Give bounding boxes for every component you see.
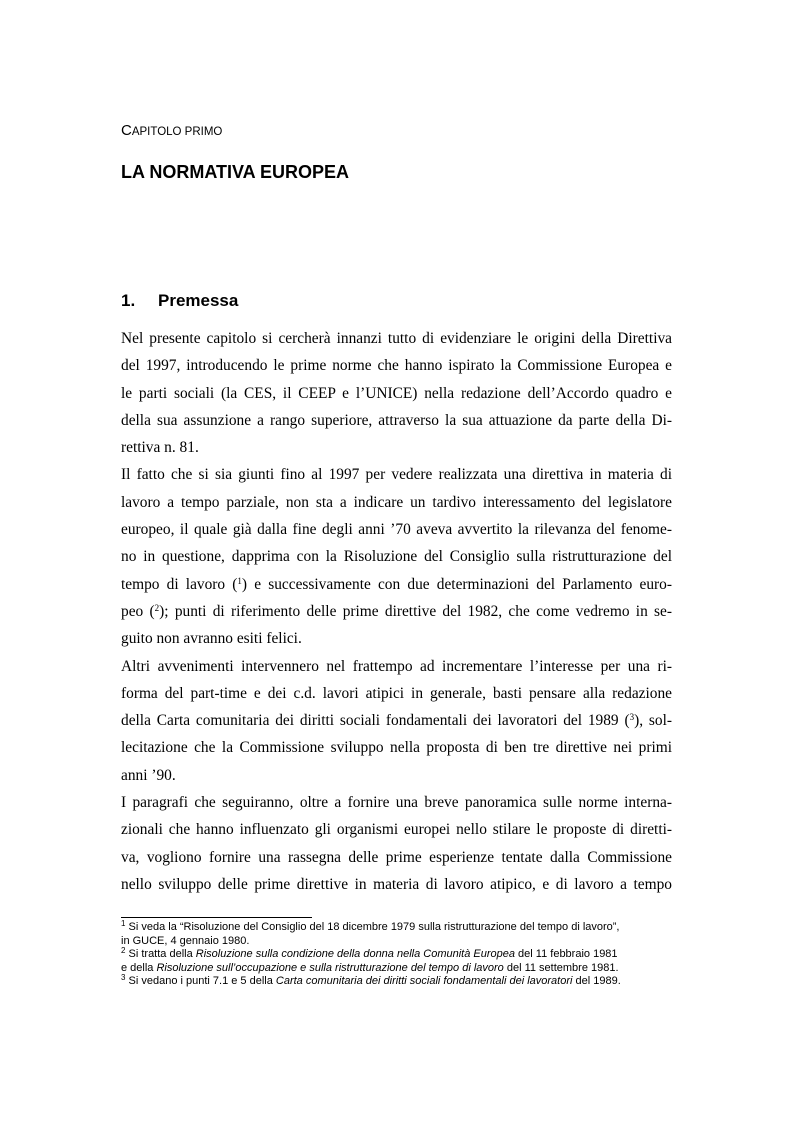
text-segment: ); punti di riferimento delle prime direttive del 1982, che come vedremo in se- xyxy=(159,602,672,620)
text-line: Nel presente capitolo si cercherà innanzi tutto di evidenziare le origini della Direttiva xyxy=(121,330,672,347)
section-number: 1. xyxy=(121,291,136,310)
footnote-text: del 1989. xyxy=(572,975,621,987)
text-line xyxy=(121,598,672,625)
chapter-label xyxy=(121,122,222,139)
section-heading xyxy=(121,291,238,311)
text-line: lecitazione che la Commissione sviluppo nella proposta di ben tre direttive nei primi xyxy=(121,739,672,757)
footnotes xyxy=(121,921,675,989)
section-title: Premessa xyxy=(158,291,239,310)
footnote-ref-1[interactable]: 1 xyxy=(237,575,242,586)
footnote-number: 2 xyxy=(121,946,126,955)
text-line: Altri avvenimenti intervennero nel frattempo ad incrementare l’interesse per una ri- xyxy=(121,657,672,675)
footnote-text: del 11 settembre 1981. xyxy=(503,961,619,974)
footnote-text: e della xyxy=(121,961,157,974)
text-line: va, vogliono fornire una rassegna delle prime esperienze tentate dalla Commissione xyxy=(121,848,672,866)
text-line: le parti sociali (la CES, il CEEP e l’UNICE) nella redazione dell’Accordo quadro e xyxy=(121,384,672,402)
chapter-label-initial: C xyxy=(121,122,132,139)
text-line: guito non avranno esiti felici. xyxy=(121,630,302,648)
text-line: del 1997, introducendo le prime norme che hanno ispirato la Commissione Europea e xyxy=(121,357,672,375)
text-line: no in questione, dapprima con la Risoluzione del Consiglio sulla ristrutturazione del xyxy=(121,548,672,566)
text-segment: ), sol- xyxy=(634,712,672,730)
text-line: forma del part-time e dei c.d. lavori atipici in generale, basti pensare alla redazione xyxy=(121,684,672,702)
footnote-number: 1 xyxy=(121,919,126,928)
text-line: rettiva n. 81. xyxy=(121,439,199,457)
footnote-1 xyxy=(121,921,675,935)
text-segment: tempo di lavoro ( xyxy=(121,575,238,593)
footnote-2-cont xyxy=(121,962,675,976)
text-line: Il fatto che si sia giunti fino al 1997 per vedere realizzata una direttiva in materia di xyxy=(121,466,672,484)
footnote-text: Si vedano i punti 7.1 e 5 della xyxy=(125,975,276,987)
footnote-text: Si veda la “Risoluzione del Consiglio del 18 dicembre 1979 sulla ristrutturazione del tempo di lavoro”, xyxy=(125,921,620,933)
footnote-text: Si tratta della xyxy=(125,948,196,960)
text-line xyxy=(121,571,672,598)
footnote-2 xyxy=(121,948,675,962)
footnote-title: Risoluzione sull’occupazione e sulla ristrutturazione del tempo di lavoro xyxy=(156,961,504,974)
footnote-ref-2[interactable]: 2 xyxy=(154,602,160,613)
chapter-title: LA NORMATIVA EUROPEA xyxy=(121,162,349,182)
footnote-separator xyxy=(121,917,312,918)
text-line: nello sviluppo delle prime direttive in materia di lavoro atipico, e di lavoro a tempo xyxy=(121,875,672,893)
footnote-title: Carta comunitaria dei diritti sociali fondamentali dei lavoratori xyxy=(275,975,573,987)
text-segment: peo ( xyxy=(121,602,155,620)
text-line: europeo, il quale già dalla fine degli anni ’70 aveva avvertito la rilevanza del fenome- xyxy=(121,521,672,539)
chapter-label-rest: APITOLO PRIMO xyxy=(131,126,223,138)
footnote-ref-3[interactable]: 3 xyxy=(629,712,635,723)
footnote-1-cont: in GUCE, 4 gennaio 1980. xyxy=(121,934,250,947)
footnote-number: 3 xyxy=(121,973,126,982)
text-line xyxy=(121,707,672,734)
text-line: zionali che hanno influenzato gli organismi europei nello stilare le proposte di diretti- xyxy=(121,821,672,839)
footnote-3 xyxy=(121,975,675,989)
footnote-text: del 11 febbraio 1981 xyxy=(515,948,618,960)
text-line: anni ’90. xyxy=(121,766,176,784)
body-text xyxy=(121,325,672,898)
text-segment: della Carta comunitaria dei diritti sociali fondamentali dei lavoratori del 1989 ( xyxy=(121,712,630,730)
text-line: lavoro a tempo parziale, non sta a indicare un tardivo interessamento del legislatore xyxy=(121,493,672,511)
footnote-title: Risoluzione sulla condizione della donna nella Comunità Europea xyxy=(195,948,515,960)
text-line: della sua assunzione a rango superiore, attraverso la sua attuazione da parte della Di- xyxy=(121,411,672,429)
text-segment: ) e successivamente con due determinazioni del Parlamento euro- xyxy=(241,575,672,593)
text-line: I paragrafi che seguiranno, oltre a fornire una breve panoramica sulle norme interna- xyxy=(121,794,672,812)
